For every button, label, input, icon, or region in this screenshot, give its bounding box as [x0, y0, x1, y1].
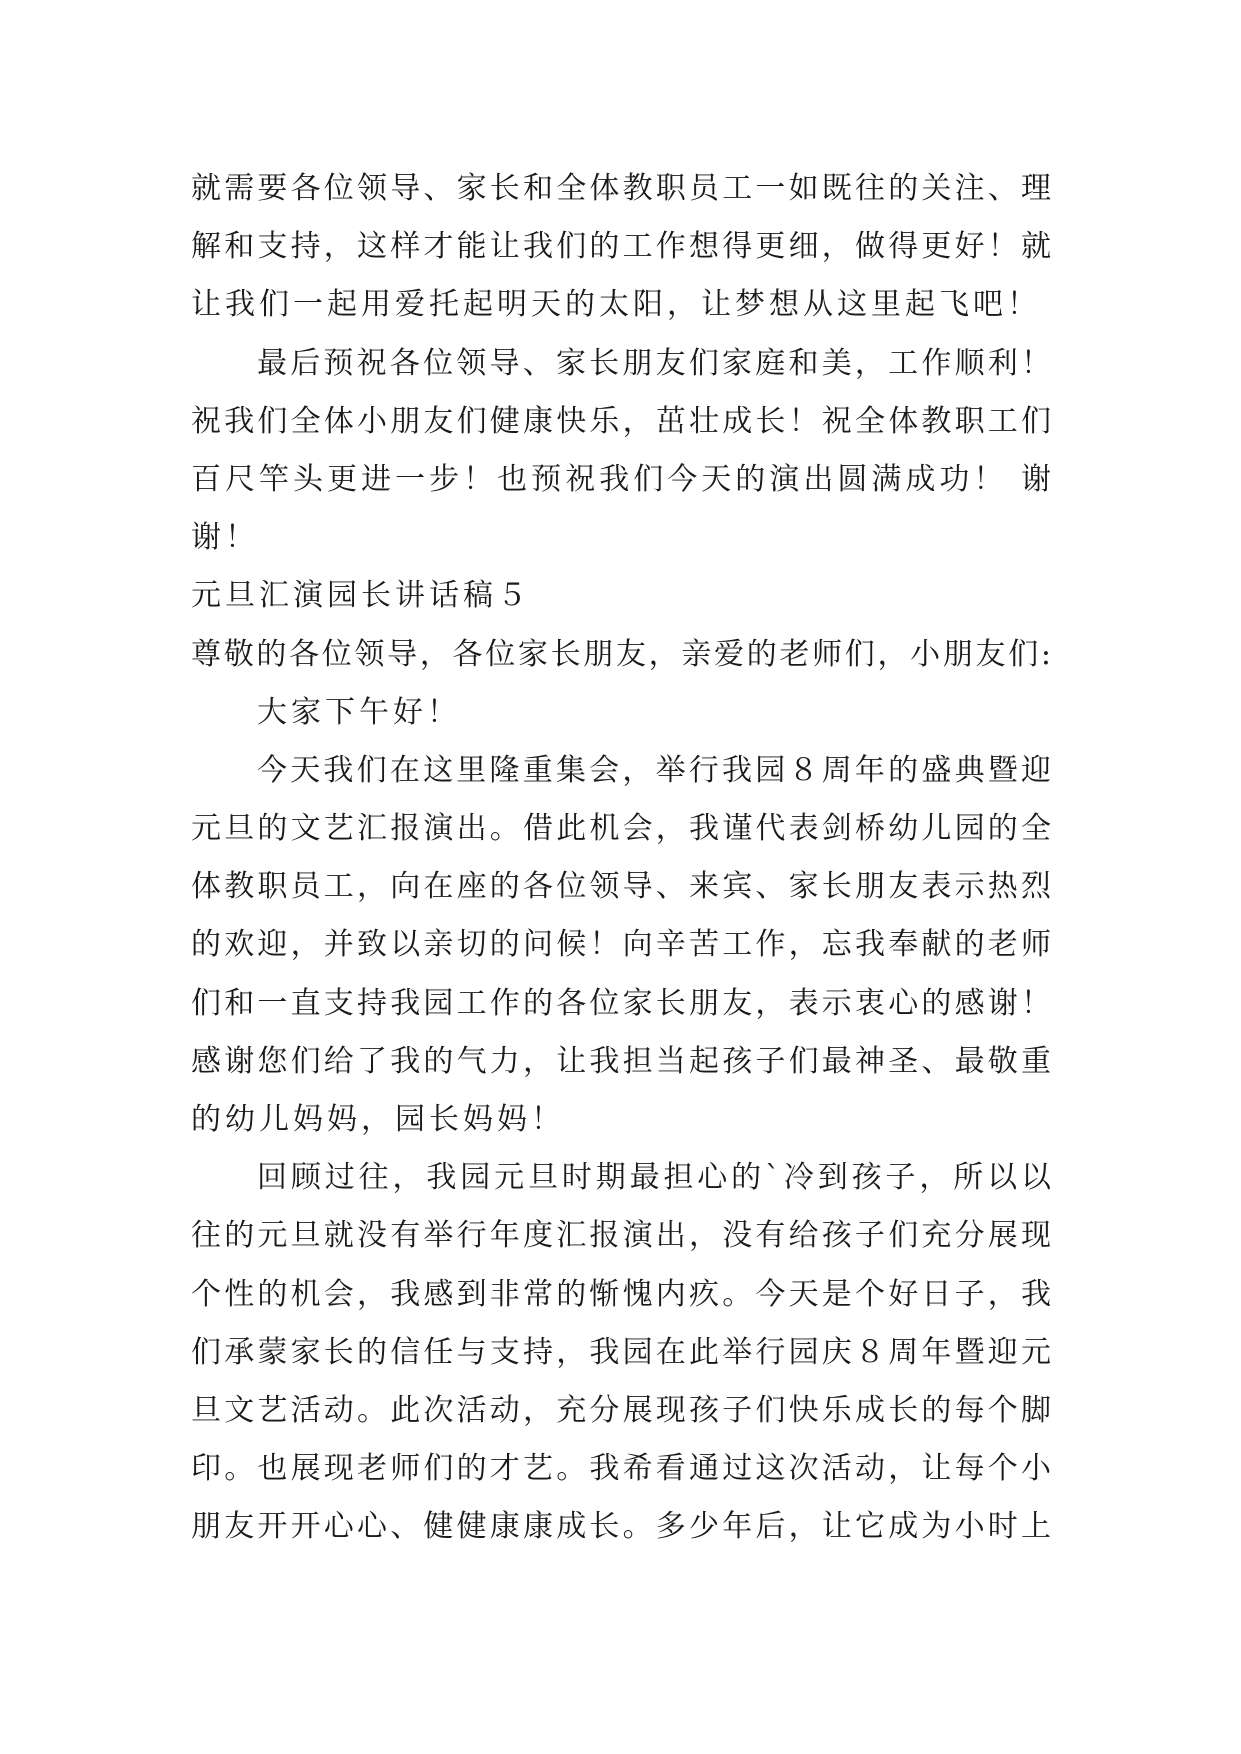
text-line: 的幼儿妈妈，园长妈妈！	[191, 1102, 565, 1137]
text-line: 们和一直支持我园工作的各位家长朋友，表示衷心的感谢！	[191, 985, 1051, 1021]
text-line: 让我们一起用爱托起明天的太阳，让梦想从这里起飞吧！	[191, 287, 1041, 323]
text-line: 谢！	[191, 520, 259, 556]
text-line: 今天我们在这里隆重集会，举行我园８周年的盛典暨迎	[257, 752, 1051, 788]
text-line: 体教职员工，向在座的各位领导、来宾、家长朋友表示热烈	[191, 869, 1051, 905]
text-line: 最后预祝各位领导、家长朋友们家庭和美，工作顺利！	[257, 345, 1051, 381]
text-line: 回顾过往，我园元旦时期最担心的`冷到孩子，所以以	[257, 1160, 1051, 1196]
text-line: 就需要各位领导、家长和全体教职员工一如既往的关注、理	[191, 171, 1051, 206]
text-line: 往的元旦就没有举行年度汇报演出，没有给孩子们充分展现	[191, 1218, 1051, 1254]
text-line: 的欢迎，并致以亲切的问候！向辛苦工作，忘我奉献的老师	[191, 927, 1051, 963]
text-line: 旦文艺活动。此次活动，充分展现孩子们快乐成长的每个脚	[191, 1392, 1051, 1428]
text-line: 大家下午好！	[257, 694, 461, 730]
text-line: 们承蒙家长的信任与支持，我园在此举行园庆８周年暨迎元	[191, 1334, 1051, 1370]
text-line: 元旦汇演园长讲话稿５	[191, 578, 531, 614]
text-line: 朋友开开心心、健健康康成长。多少年后，让它成为小时上	[191, 1509, 1051, 1545]
document-body	[191, 160, 1051, 1557]
text-line: 解和支持，这样才能让我们的工作想得更细，做得更好！就	[191, 229, 1051, 265]
text-line: 尊敬的各位领导，各位家长朋友，亲爱的老师们，小朋友们:	[191, 636, 1051, 672]
text-line: 元旦的文艺汇报演出。借此机会，我谨代表剑桥幼儿园的全	[191, 811, 1051, 847]
text-line: 百尺竿头更进一步！也预祝我们今天的演出圆满成功！ 谢	[191, 461, 1051, 497]
text-line: 感谢您们给了我的气力，让我担当起孩子们最神圣、最敬重	[191, 1043, 1051, 1079]
text-line: 印。也展现老师们的才艺。我希看通过这次活动，让每个小	[191, 1451, 1051, 1487]
text-line: 个性的机会，我感到非常的惭愧内疚。今天是个好日子，我	[191, 1276, 1051, 1312]
text-line: 祝我们全体小朋友们健康快乐，茁壮成长！祝全体教职工们	[191, 403, 1051, 439]
